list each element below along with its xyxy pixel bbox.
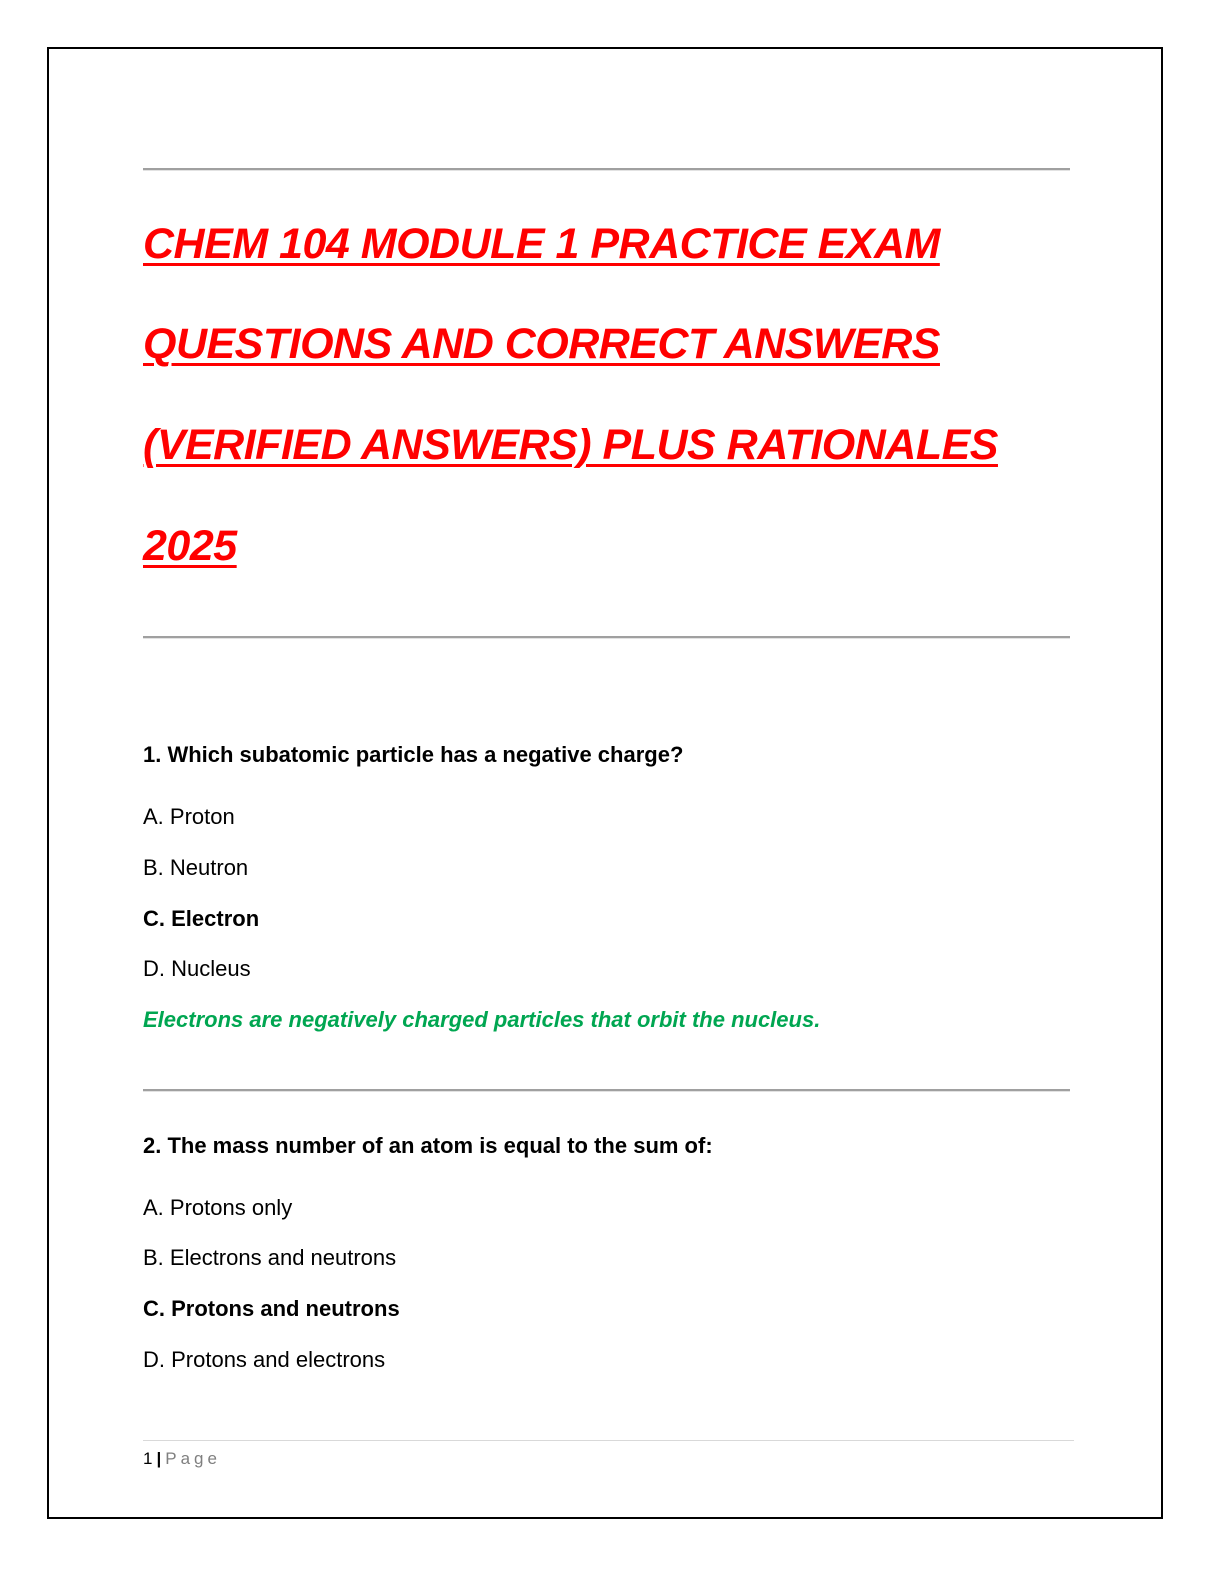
footer-separator: | (156, 1449, 162, 1468)
page-footer (143, 1448, 221, 1470)
question-2-option-d: D. Protons and electrons (143, 1347, 386, 1372)
footer-rule (143, 1440, 1074, 1441)
question-2-option-c-correct: C. Protons and neutrons (143, 1296, 400, 1321)
title-line-3: (VERIFIED ANSWERS) PLUS RATIONALES (143, 421, 998, 469)
title-bottom-rule (143, 636, 1070, 638)
title-line-4: 2025 (143, 522, 237, 570)
question-2-option-a: A. Protons only (143, 1195, 293, 1220)
question-1-text: 1. Which subatomic particle has a negative charge? (143, 742, 684, 767)
question-1-option-a: A. Proton (143, 804, 235, 829)
question-1-option-d: D. Nucleus (143, 956, 251, 981)
question-2-option-b: B. Electrons and neutrons (143, 1245, 397, 1270)
title-line-2: QUESTIONS AND CORRECT ANSWERS (143, 320, 940, 368)
question-1-option-c-correct: C. Electron (143, 906, 260, 931)
question-1-rationale: Electrons are negatively charged particles that orbit the nucleus. (143, 1007, 821, 1032)
footer-page-label: Page (165, 1449, 221, 1468)
title-line-1: CHEM 104 MODULE 1 PRACTICE EXAM (143, 220, 940, 268)
question-1-option-b: B. Neutron (143, 855, 249, 880)
title-top-rule (143, 168, 1070, 170)
question-2-text: 2. The mass number of an atom is equal to the sum of: (143, 1133, 713, 1158)
question-divider-rule (143, 1089, 1070, 1091)
footer-page-number: 1 (143, 1449, 153, 1468)
